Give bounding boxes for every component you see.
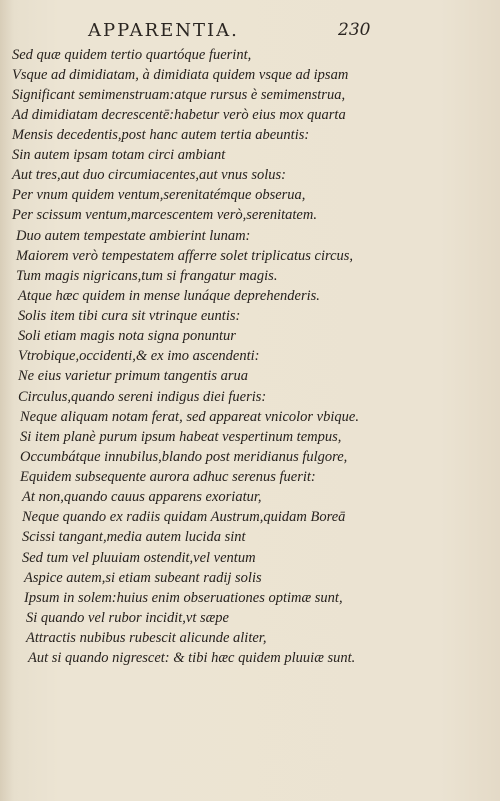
blank-lower-margin: [0, 680, 500, 801]
verse-line: Atque hæc quidem in mense lunáque deprehenderis.: [18, 288, 320, 304]
verse-line: Si item planè purum ipsum habeat vespertinum tempus,: [20, 429, 342, 445]
verse-line: Sin autem ipsam totam circi ambiant: [12, 147, 226, 163]
verse-line: Sed tum vel pluuiam ostendit,vel ventum: [22, 550, 256, 566]
verse-line: Solis item tibi cura sit vtrinque euntis:: [18, 308, 241, 324]
verse-line: Si quando vel rubor incidit,vt sæpe: [26, 610, 229, 626]
page-header: [0, 20, 500, 42]
verse-line: Maiorem verò tempestatem afferre solet triplicatus circus,: [16, 248, 354, 264]
verse-line: Equidem subsequente aurora adhuc serenus fuerit:: [20, 469, 316, 485]
verse-line: Ne eius varietur primum tangentis arua: [18, 368, 248, 384]
running-title: APPARENTIA.: [88, 20, 239, 41]
verse-line: Aut tres,aut duo circumiacentes,aut vnus solus:: [12, 167, 286, 183]
verse-line: Significant semimenstruam:atque rursus è semimenstrua,: [12, 87, 346, 103]
verse-line: Soli etiam magis nota signa ponuntur: [18, 328, 236, 344]
verse-line: Duo autem tempestate ambierint lunam:: [16, 228, 251, 244]
verse-line: Per vnum quidem ventum,serenitatémque obseruа,: [12, 187, 306, 203]
verse-line: Neque quando ex radiis quidam Austrum,quidam Boreā: [22, 509, 346, 525]
verse-line: At non,quando cauus apparens exoriatur,: [22, 489, 262, 505]
verse-text-block: [0, 46, 500, 666]
verse-line: Circulus,quando sereni indigus diei fueris:: [18, 389, 267, 405]
verse-line: Occumbátque innubilus,blando post meridianus fulgore,: [20, 449, 348, 465]
verse-line: Aspice autem,si etiam subeant radij solis: [24, 570, 262, 586]
verse-line: Scissi tangant,media autem lucida sint: [22, 529, 246, 545]
verse-line: Neque aliquam notam ferat, sed appareat vnicolor vbique.: [20, 409, 359, 425]
verse-line: Ipsum in solem:huius enim obseruationes optimæ sunt,: [24, 590, 343, 606]
verse-line: Per scissum ventum,marcescentem verò,serenitatem.: [12, 207, 317, 223]
page-number: 230: [338, 20, 371, 40]
verse-line: Tum magis nigricans,tum si frangatur magis.: [16, 268, 278, 284]
verse-line: Vtrobique,occidenti,& ex imo ascendenti:: [18, 348, 260, 364]
verse-line: Aut si quando nigrescet: & tibi hæc quidem pluuiæ sunt.: [28, 650, 356, 666]
verse-line: Vsque ad dimidiatam, à dimidiata quidem vsque ad ipsam: [12, 67, 349, 83]
verse-line: Sed quæ quidem tertio quartóque fuerint,: [12, 47, 252, 63]
verse-line: Attractis nubibus rubescit alicunde aliter,: [26, 630, 267, 646]
verse-line: Ad dimidiatam decrescentē:habetur verò eius mox quarta: [12, 107, 346, 123]
verse-line: Mensis decedentis,post hanc autem tertia abeuntis:: [12, 127, 310, 143]
